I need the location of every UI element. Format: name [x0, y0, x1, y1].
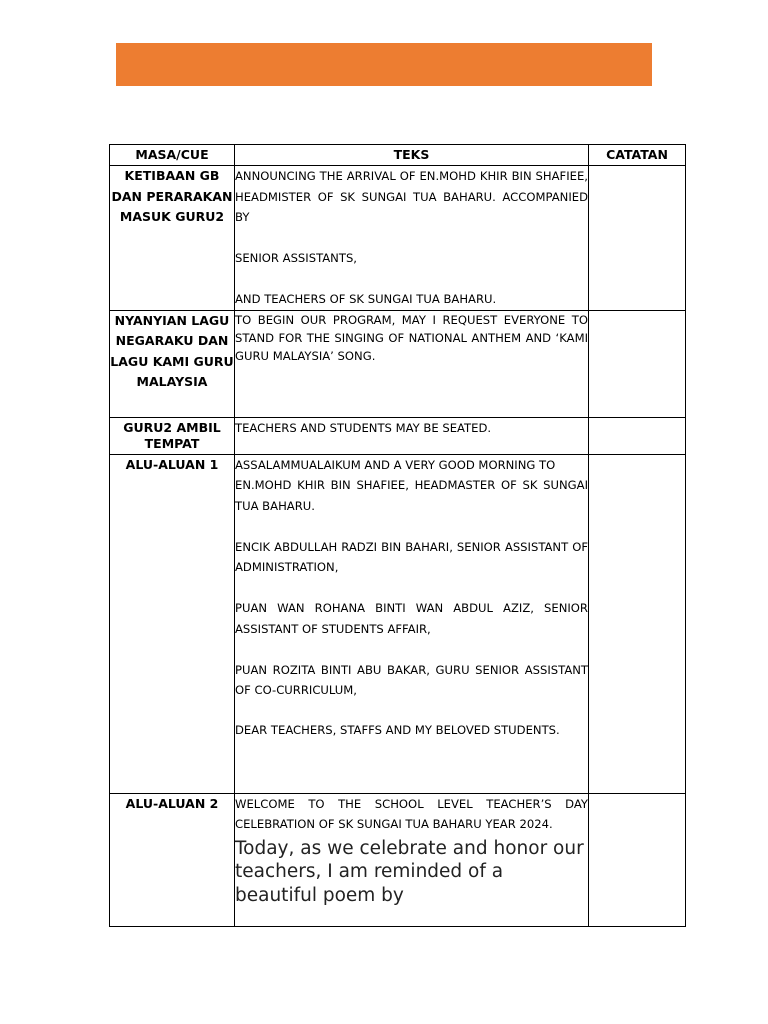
- catatan-cell: [589, 310, 686, 417]
- cue-cell: ALU-ALUAN 1: [110, 454, 235, 793]
- teks-paragraph: AND TEACHERS OF SK SUNGAI TUA BAHARU.: [235, 292, 497, 306]
- column-header-catatan: CATATAN: [589, 145, 686, 166]
- teks-cell: [235, 417, 589, 454]
- column-header-masa-cue: MASA/CUE: [110, 145, 235, 166]
- teks-paragraph: ANNOUNCING THE ARRIVAL OF EN.MOHD KHIR BIN SHAFIEE, HEADMISTER OF SK SUNGAI TUA BAHARU. ACCOMPANIED BY: [235, 169, 588, 224]
- table-row: [110, 417, 686, 454]
- catatan-cell: [589, 793, 686, 926]
- teks-paragraph: DEAR TEACHERS, STAFFS AND MY BELOVED STUDENTS.: [235, 723, 560, 737]
- cue-cell: GURU2 AMBIL TEMPAT: [110, 417, 235, 454]
- catatan-cell: [589, 454, 686, 793]
- table-row: [110, 793, 686, 926]
- teks-paragraph: SENIOR ASSISTANTS,: [235, 251, 357, 265]
- teks-paragraph: PUAN WAN ROHANA BINTI WAN ABDUL AZIZ, SENIOR ASSISTANT OF STUDENTS AFFAIR,: [235, 601, 588, 636]
- cue-cell: KETIBAAN GB DAN PERARAKAN MASUK GURU2: [110, 166, 235, 311]
- table-row: [110, 454, 686, 793]
- catatan-cell: [589, 166, 686, 311]
- teks-cell: [235, 793, 589, 926]
- teks-paragraph: WELCOME TO THE SCHOOL LEVEL TEACHER’S DAY CELEBRATION OF SK SUNGAI TUA BAHARU YEAR 2024.: [235, 796, 588, 831]
- teks-cell: [235, 310, 589, 417]
- table-row: [110, 166, 686, 311]
- teks-paragraph: PUAN ROZITA BINTI ABU BAKAR, GURU SENIOR ASSISTANT OF CO-CURRICULUM,: [235, 662, 588, 697]
- program-script-table: [109, 144, 686, 927]
- table-header-row: [110, 145, 686, 166]
- teks-paragraph: TO BEGIN OUR PROGRAM, MAY I REQUEST EVERYONE TO STAND FOR THE SINGING OF NATIONAL ANTHEM AND ‘KAMI GURU MALAYSIA’ SONG.: [235, 312, 588, 363]
- teks-cell: [235, 166, 589, 311]
- catatan-cell: [589, 417, 686, 454]
- teks-paragraph: ENCIK ABDULLAH RADZI BIN BAHARI, SENIOR ASSISTANT OF ADMINISTRATION,: [235, 539, 588, 574]
- table-row: [110, 310, 686, 417]
- teks-cell: [235, 454, 589, 793]
- teks-paragraph: ASSALAMMUALAIKUM AND A VERY GOOD MORNING TO: [235, 457, 556, 472]
- header-banner: [116, 43, 652, 86]
- cue-cell: NYANYIAN LAGU NEGARAKU DAN LAGU KAMI GURU MALAYSIA: [110, 310, 235, 417]
- teks-paragraph: EN.MOHD KHIR BIN SHAFIEE, HEADMASTER OF SK SUNGAI TUA BAHARU.: [235, 478, 588, 513]
- column-header-teks: TEKS: [235, 145, 589, 166]
- speech-text: Today, as we celebrate and honor our teachers, I am reminded of a beautiful poem by: [235, 837, 584, 906]
- cue-cell: ALU-ALUAN 2: [110, 793, 235, 926]
- teks-paragraph: TEACHERS AND STUDENTS MAY BE SEATED.: [235, 420, 492, 435]
